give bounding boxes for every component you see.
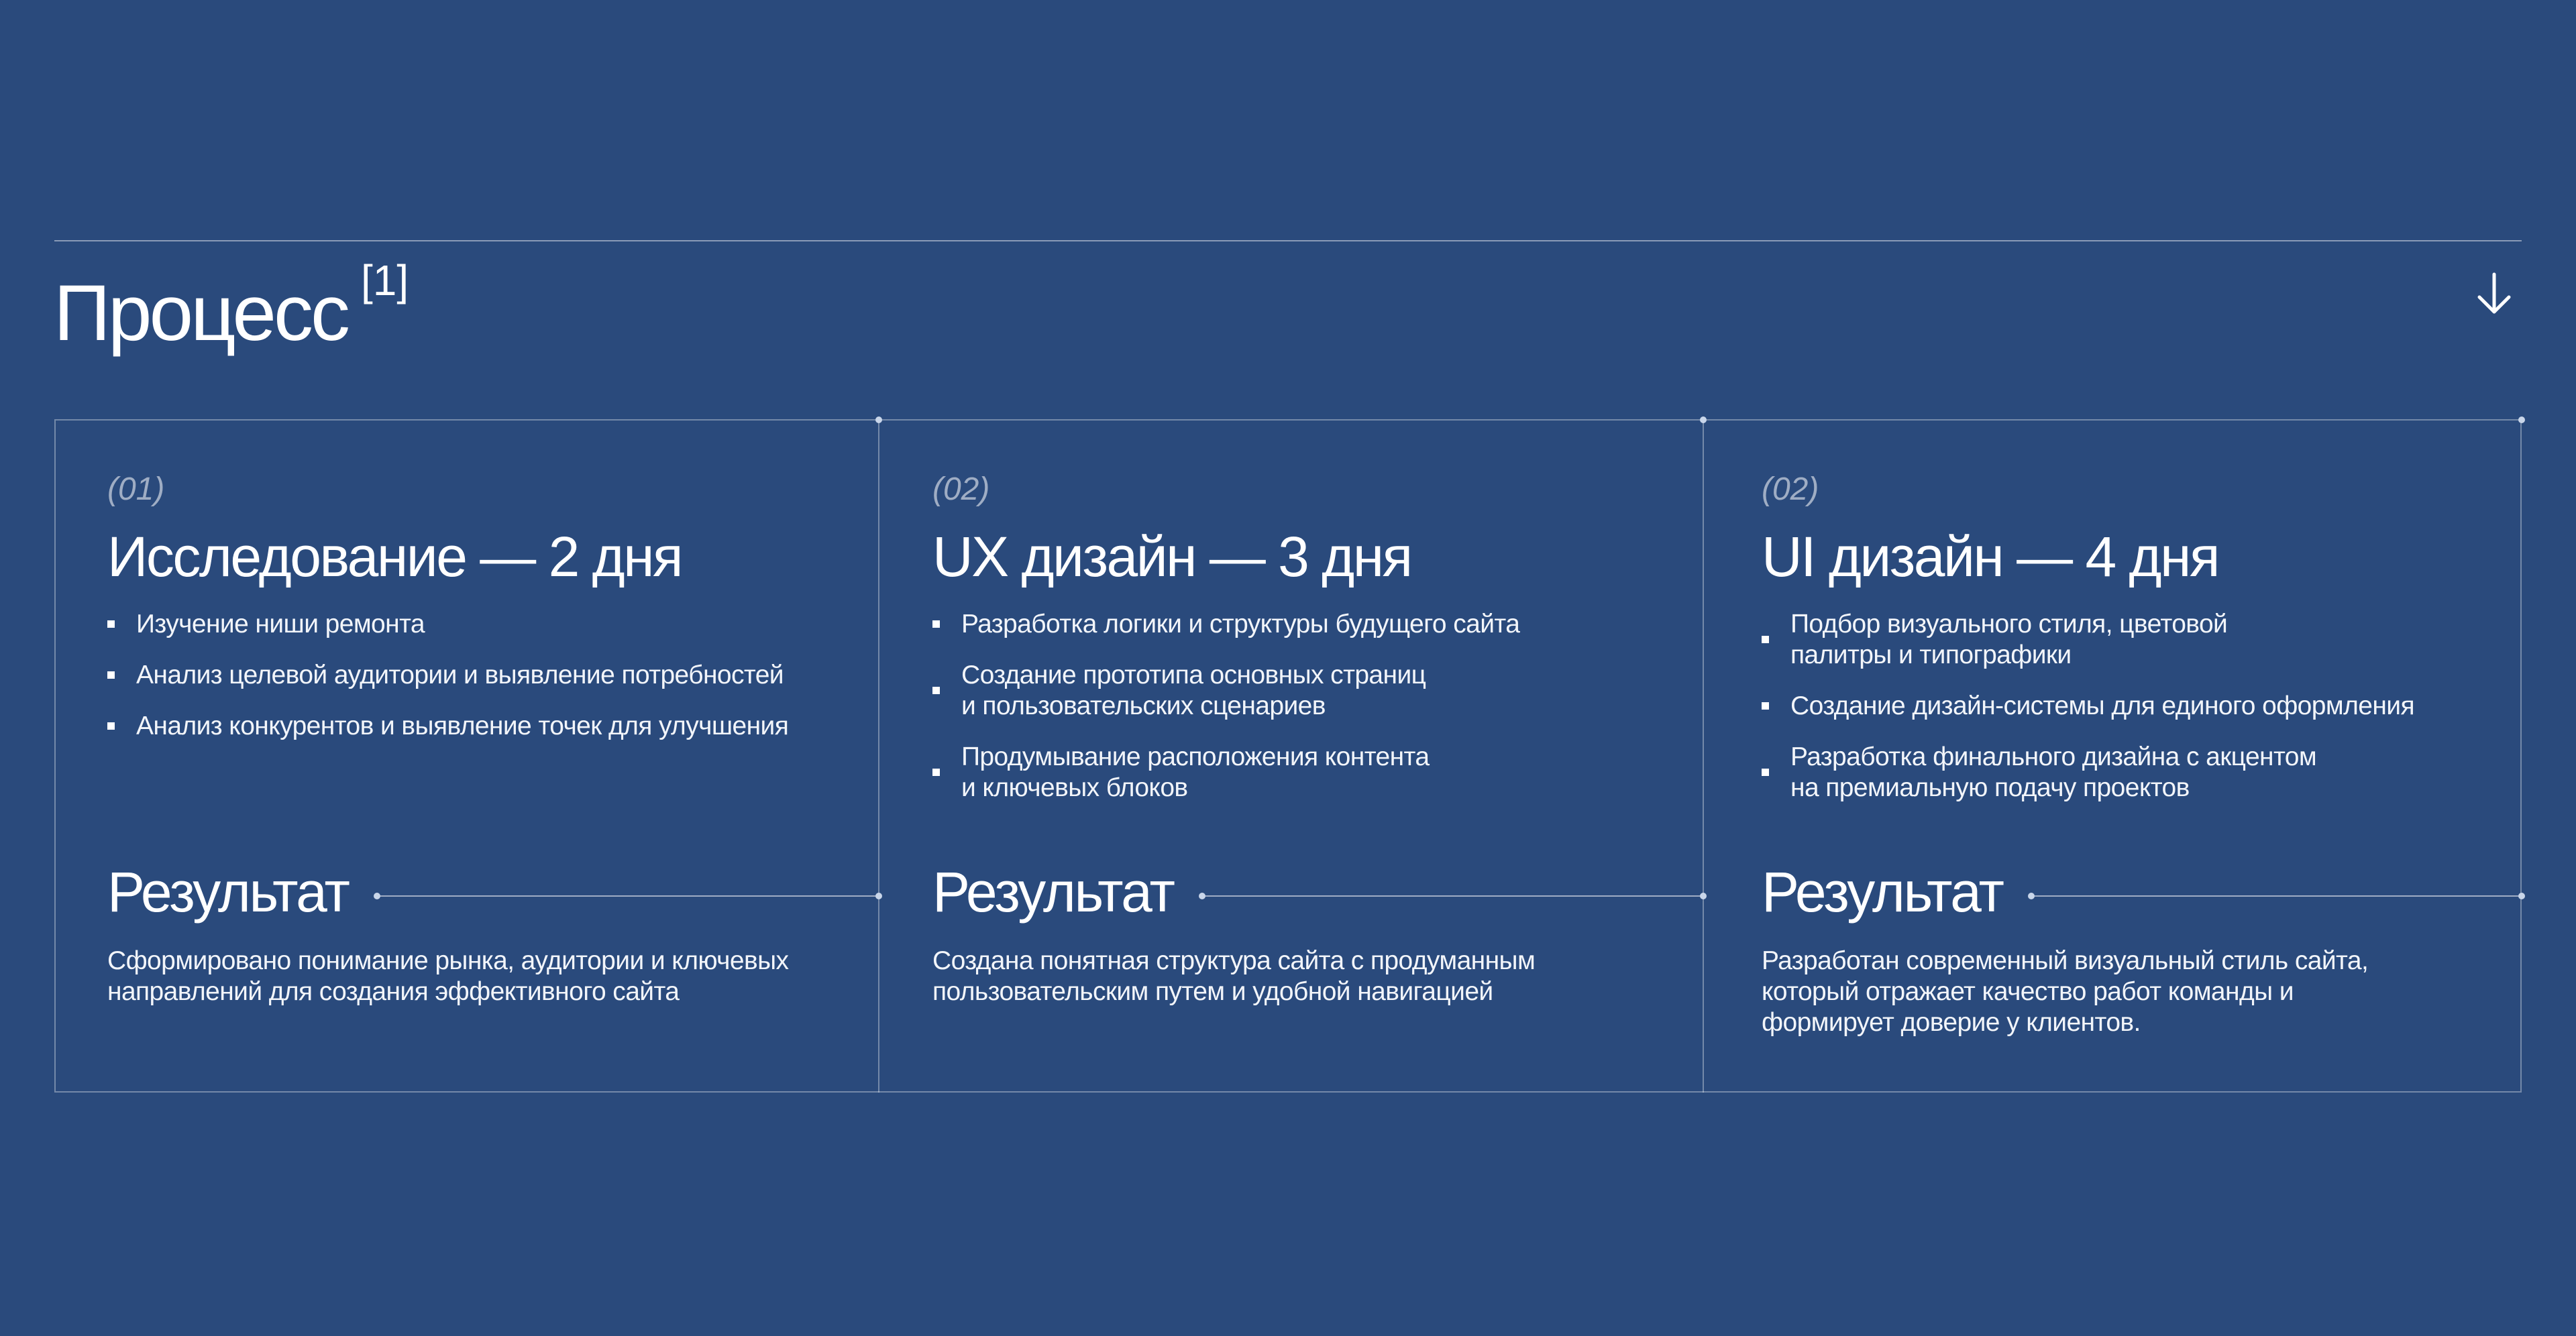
footnote-marker: [1] — [360, 256, 409, 304]
list-item: Создание прототипа основных страниц и пользовательских сценариев — [932, 660, 1670, 722]
connector-node — [2028, 893, 2035, 899]
step-title: UI дизайн — 4 дня — [1762, 525, 2218, 588]
step-number: (02) — [1762, 471, 1819, 507]
result-title: Результат — [1762, 860, 2003, 924]
grid-node — [2518, 416, 2525, 423]
column-divider — [878, 419, 879, 1093]
list-item: Анализ целевой аудитории и выявление потребностей — [107, 660, 845, 691]
step-tasks — [107, 609, 845, 742]
connector-node — [1199, 893, 1205, 899]
grid-node — [1700, 416, 1707, 423]
list-item: Анализ конкурентов и выявление точек для улучшения — [107, 711, 845, 742]
result-text: Сформировано понимание рынка, аудитории и ключевых направлений для создания эффективного сайта — [107, 946, 789, 1006]
process-card — [932, 469, 1670, 824]
page-title-text: Процесс — [54, 269, 347, 357]
step-number: (02) — [932, 471, 990, 507]
list-item: Продумывание расположения контента и ключевых блоков — [932, 742, 1670, 803]
list-item: Разработка финального дизайна с акцентом на премиальную подачу проектов — [1762, 742, 2500, 803]
list-item: Подбор визуального стиля, цветовой палитры и типографики — [1762, 609, 2500, 671]
process-card — [1762, 469, 2500, 824]
step-tasks — [1762, 609, 2500, 803]
connector-node — [1700, 893, 1707, 899]
connector-node — [374, 893, 380, 899]
step-number: (01) — [107, 471, 165, 507]
step-tasks — [932, 609, 1670, 803]
step-title: Исследование — 2 дня — [107, 525, 682, 588]
column-divider — [1703, 419, 1704, 1093]
list-item: Создание дизайн-системы для единого оформления — [1762, 691, 2500, 722]
step-title: UX дизайн — 3 дня — [932, 525, 1411, 588]
result-text: Разработан современный визуальный стиль сайта, который отражает качество работ команды и формирует доверие у клиентов. — [1762, 946, 2369, 1037]
connector-node — [2518, 893, 2525, 899]
connector-node — [875, 893, 882, 899]
arrow-down-icon[interactable] — [2475, 272, 2513, 316]
result-text: Создана понятная структура сайта с продуманным пользовательским путем и удобной навигацией — [932, 946, 1536, 1006]
process-card — [107, 469, 845, 762]
list-item: Разработка логики и структуры будущего сайта — [932, 609, 1670, 640]
result-connector — [1202, 895, 1703, 897]
result-connector — [2031, 895, 2521, 897]
top-divider — [54, 240, 2522, 241]
result-connector — [377, 895, 878, 897]
grid-node — [875, 416, 882, 423]
list-item: Изучение ниши ремонта — [107, 609, 845, 640]
result-title: Результат — [932, 860, 1174, 924]
page-title — [54, 256, 409, 364]
result-title: Результат — [107, 860, 349, 924]
